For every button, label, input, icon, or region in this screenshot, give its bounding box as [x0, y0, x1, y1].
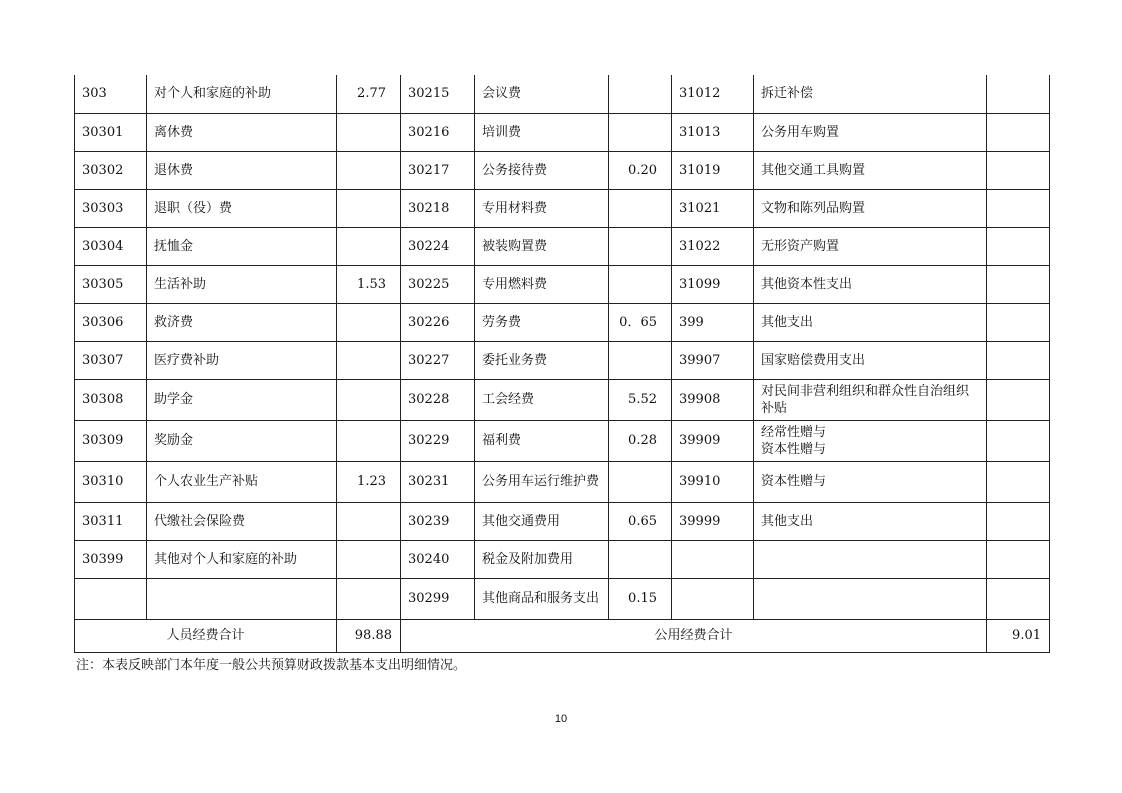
account-code: 39910: [672, 461, 754, 502]
table-row: [75, 461, 1050, 502]
amount: [337, 151, 401, 189]
table-row: [75, 502, 1050, 540]
amount: [337, 502, 401, 540]
account-code: 31099: [672, 265, 754, 303]
table-row: [75, 379, 1050, 420]
amount: [337, 420, 401, 461]
amount: [987, 420, 1050, 461]
account-code: 30308: [75, 379, 147, 420]
account-name: 文物和陈列品购置: [754, 189, 987, 227]
account-code: 31022: [672, 227, 754, 265]
account-code: 31012: [672, 75, 754, 113]
account-name: 其他资本性支出: [754, 265, 987, 303]
amount: [987, 379, 1050, 420]
table-row: [75, 189, 1050, 227]
account-name: 资本性赠与: [754, 461, 987, 502]
account-name: 代缴社会保险费: [147, 502, 337, 540]
account-name: 劳务费: [475, 303, 609, 341]
amount: 2.77: [337, 75, 401, 113]
personnel-total-label: 人员经费合计: [75, 619, 337, 652]
amount: [337, 113, 401, 151]
account-code: [672, 578, 754, 619]
table-row: [75, 227, 1050, 265]
amount: [987, 502, 1050, 540]
account-name: 医疗费补助: [147, 341, 337, 379]
amount: [987, 578, 1050, 619]
account-code: 30301: [75, 113, 147, 151]
table-row: [75, 265, 1050, 303]
account-code: 30311: [75, 502, 147, 540]
amount: [987, 303, 1050, 341]
amount: [337, 379, 401, 420]
amount: [609, 265, 672, 303]
account-code: 30306: [75, 303, 147, 341]
account-name: 培训费: [475, 113, 609, 151]
public-total-label: 公用经费合计: [401, 619, 987, 652]
amount: [609, 461, 672, 502]
amount: [609, 113, 672, 151]
amount: [609, 540, 672, 578]
account-name: 个人农业生产补贴: [147, 461, 337, 502]
public-total-value: 9.01: [987, 619, 1050, 652]
account-code: 31021: [672, 189, 754, 227]
amount: [987, 113, 1050, 151]
account-code: 30307: [75, 341, 147, 379]
account-name: 退休费: [147, 151, 337, 189]
account-code: 30310: [75, 461, 147, 502]
account-code: 30304: [75, 227, 147, 265]
account-code: 30229: [401, 420, 475, 461]
account-name: 福利费: [475, 420, 609, 461]
account-code: [672, 540, 754, 578]
account-code: 30227: [401, 341, 475, 379]
amount: [987, 540, 1050, 578]
account-code: 39907: [672, 341, 754, 379]
amount: [987, 341, 1050, 379]
amount: [337, 578, 401, 619]
account-name: 对民间非营利组织和群众性自治组织补贴: [754, 379, 987, 420]
account-code: 30225: [401, 265, 475, 303]
amount: 0.15: [609, 578, 672, 619]
account-name: 其他交通费用: [475, 502, 609, 540]
account-code: 30228: [401, 379, 475, 420]
amount: [987, 461, 1050, 502]
table-row: [75, 75, 1050, 113]
amount: [609, 227, 672, 265]
account-code: 30218: [401, 189, 475, 227]
account-code: 30239: [401, 502, 475, 540]
amount: [337, 303, 401, 341]
account-name: 无形资产购置: [754, 227, 987, 265]
account-name: 委托业务费: [475, 341, 609, 379]
amount: 0.20: [609, 151, 672, 189]
table-note: 注：本表反映部门本年度一般公共预算财政拨款基本支出明细情况。: [76, 658, 467, 673]
account-name: 其他支出: [754, 502, 987, 540]
account-code: 30217: [401, 151, 475, 189]
table-row: [75, 113, 1050, 151]
amount: [987, 75, 1050, 113]
account-code: 30309: [75, 420, 147, 461]
account-name: [754, 578, 987, 619]
account-name: [754, 540, 987, 578]
account-code: 30224: [401, 227, 475, 265]
account-name: 税金及附加费用: [475, 540, 609, 578]
personnel-total-value: 98.88: [337, 619, 401, 652]
account-code: 30305: [75, 265, 147, 303]
amount: [609, 75, 672, 113]
account-code: 30303: [75, 189, 147, 227]
account-name: 其他支出: [754, 303, 987, 341]
account-code: 31013: [672, 113, 754, 151]
account-name: 被装购置费: [475, 227, 609, 265]
amount: [337, 540, 401, 578]
account-name: 工会经费: [475, 379, 609, 420]
amount: 0.28: [609, 420, 672, 461]
amount: [987, 151, 1050, 189]
amount: [987, 265, 1050, 303]
account-code: [75, 578, 147, 619]
account-name: 专用燃料费: [475, 265, 609, 303]
amount: [337, 227, 401, 265]
account-name: 公务接待费: [475, 151, 609, 189]
table-row: [75, 303, 1050, 341]
account-name: 其他商品和服务支出: [475, 578, 609, 619]
amount: [987, 227, 1050, 265]
account-name: 会议费: [475, 75, 609, 113]
amount: [337, 341, 401, 379]
account-name: 其他对个人和家庭的补助: [147, 540, 337, 578]
account-name: 对个人和家庭的补助: [147, 75, 337, 113]
table-row: [75, 341, 1050, 379]
account-code: 30216: [401, 113, 475, 151]
account-code: 303: [75, 75, 147, 113]
table-row: [75, 420, 1050, 461]
totals-row: [75, 619, 1050, 652]
amount: [337, 189, 401, 227]
amount: 1.53: [337, 265, 401, 303]
account-code: 30299: [401, 578, 475, 619]
account-code: 39908: [672, 379, 754, 420]
account-name: 生活补助: [147, 265, 337, 303]
account-code: 39909: [672, 420, 754, 461]
account-code: 30231: [401, 461, 475, 502]
account-name: 专用材料费: [475, 189, 609, 227]
account-name: 公务用车购置: [754, 113, 987, 151]
expenditure-table: [74, 75, 1050, 653]
account-code: 399: [672, 303, 754, 341]
amount: 0．65: [609, 303, 672, 341]
amount: [609, 341, 672, 379]
amount: [987, 189, 1050, 227]
account-name: 国家赔偿费用支出: [754, 341, 987, 379]
account-name: 其他交通工具购置: [754, 151, 987, 189]
account-name: 公务用车运行维护费: [475, 461, 609, 502]
account-name: 退职（役）费: [147, 189, 337, 227]
account-code: 39999: [672, 502, 754, 540]
amount: 1.23: [337, 461, 401, 502]
page-number: 10: [554, 713, 568, 725]
table-row: [75, 151, 1050, 189]
account-name: 救济费: [147, 303, 337, 341]
account-name: 助学金: [147, 379, 337, 420]
table-row: [75, 578, 1050, 619]
account-name: 离休费: [147, 113, 337, 151]
account-code: 30399: [75, 540, 147, 578]
account-code: 30302: [75, 151, 147, 189]
amount: 5.52: [609, 379, 672, 420]
account-name: 经常性赠与 资本性赠与: [754, 420, 987, 461]
account-name: [147, 578, 337, 619]
account-code: 30226: [401, 303, 475, 341]
account-code: 31019: [672, 151, 754, 189]
table-body: [75, 75, 1050, 619]
table-row: [75, 540, 1050, 578]
account-name: 拆迁补偿: [754, 75, 987, 113]
account-code: 30215: [401, 75, 475, 113]
account-code: 30240: [401, 540, 475, 578]
amount: 0.65: [609, 502, 672, 540]
amount: [609, 189, 672, 227]
account-name: 奖励金: [147, 420, 337, 461]
account-name: 抚恤金: [147, 227, 337, 265]
